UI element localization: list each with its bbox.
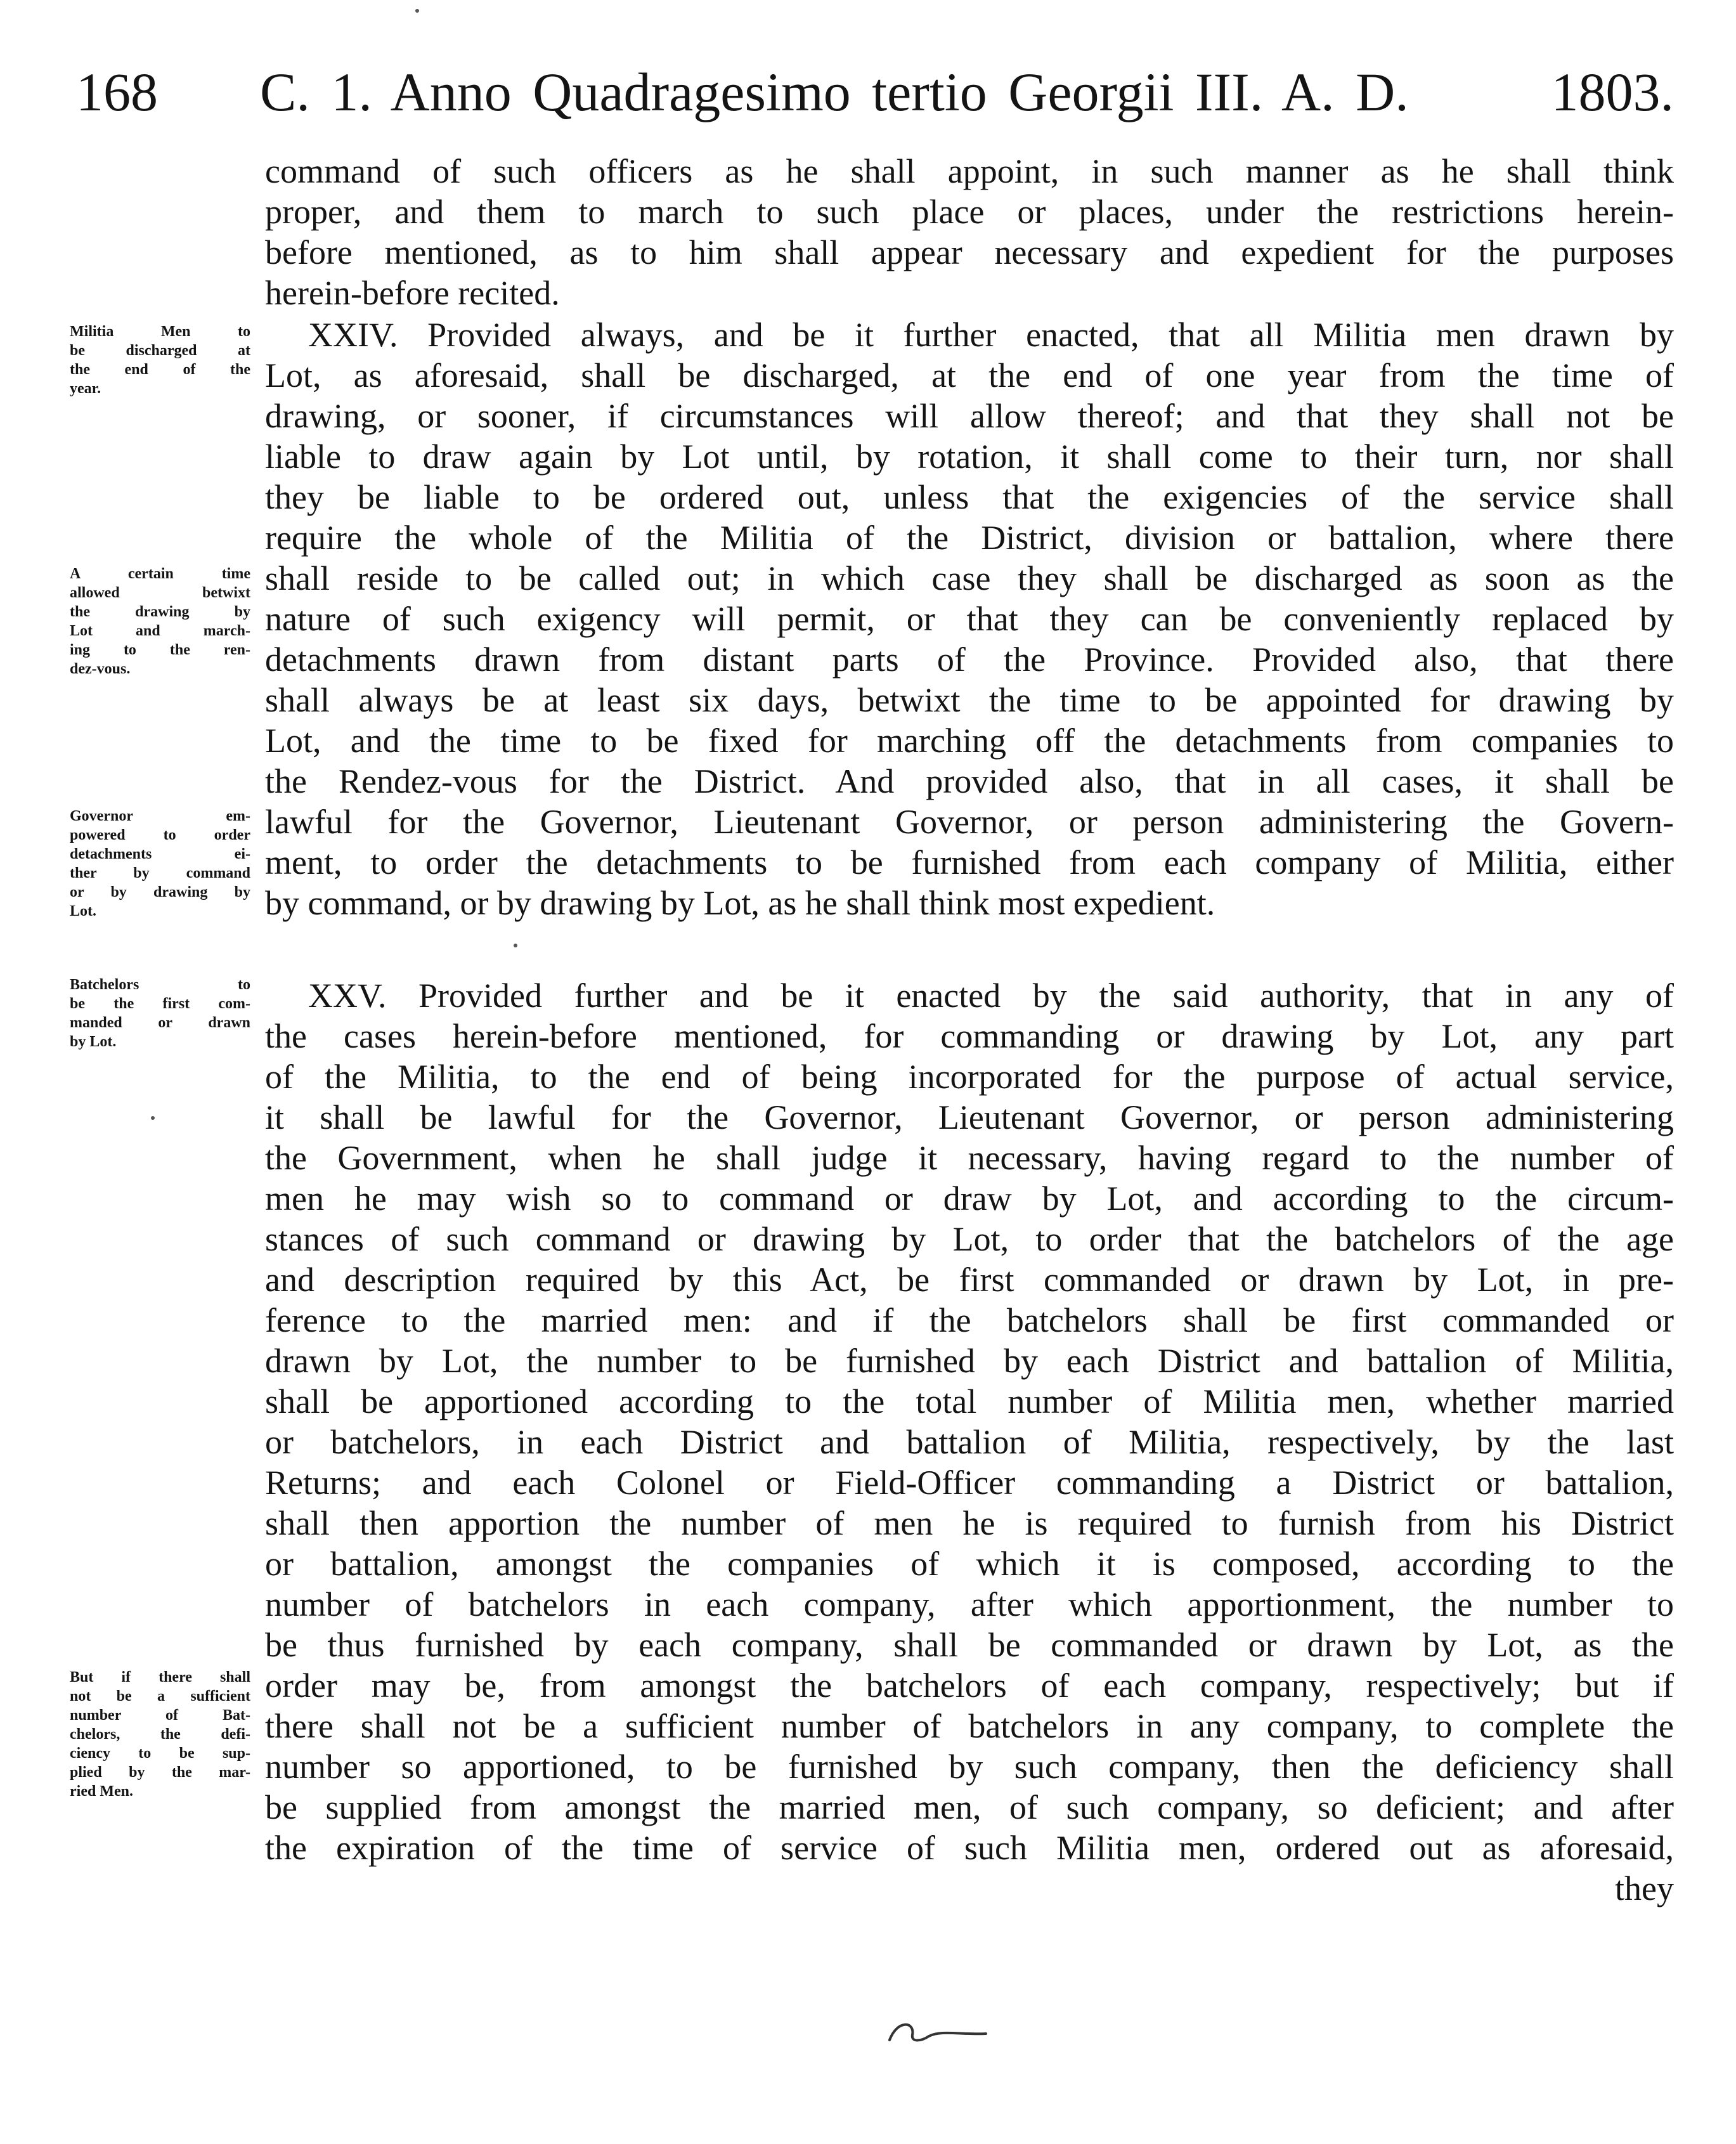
text-line: XXV. Provided further and be it enacted by the said authority, that in any of	[308, 977, 1674, 1015]
running-year: 1803.	[1551, 62, 1674, 122]
note-line: Batchelors to	[70, 977, 250, 993]
text-line: it shall be lawful for the Governor, Lieutenant Governor, or person administering	[265, 1098, 1674, 1136]
text-line: command of such officers as he shall appoint, in such manner as he shall think	[265, 152, 1674, 190]
running-title: C. 1. Anno Quadragesimo tertio Georgii III. A. D.	[260, 62, 1409, 122]
text-line: nature of such exigency will permit, or that they can be conveniently replaced by	[265, 600, 1674, 638]
text-line: shall be apportioned according to the total number of Militia men, whether married	[265, 1382, 1674, 1420]
text-line: order may be, from amongst the batchelors of each company, respectively; but if	[265, 1666, 1674, 1705]
text-line: men he may wish so to command or draw by Lot, and according to the circum-	[265, 1179, 1674, 1218]
note-line: by Lot.	[70, 1034, 117, 1050]
print-speck	[415, 9, 419, 13]
text-line: number so apportioned, to be furnished by such company, then the deficiency shall	[265, 1748, 1674, 1786]
print-speck	[514, 944, 517, 947]
note-line: Lot and march-	[70, 623, 250, 639]
margin-note-militia-discharge	[70, 322, 250, 398]
text-line: shall always be at least six days, betwixt the time to be appointed for drawing by	[265, 681, 1674, 719]
text-line: by command, or by drawing by Lot, as he shall think most expedient.	[265, 884, 1215, 922]
note-line: year.	[70, 380, 101, 397]
text-line: shall then apportion the number of men he is required to furnish from his District	[265, 1504, 1674, 1542]
text-line: the Government, when he shall judge it necessary, having regard to the number of	[265, 1139, 1674, 1177]
note-line: chelors, the defi-	[70, 1726, 250, 1743]
text-line: liable to draw again by Lot until, by rotation, it shall come to their turn, nor shall	[265, 438, 1674, 476]
note-line: number of Bat-	[70, 1707, 250, 1724]
margin-note-batchelors-first	[70, 975, 250, 1051]
text-line: Lot, as aforesaid, shall be discharged, at the end of one year from the time of	[265, 356, 1674, 394]
note-line: plied by the mar-	[70, 1764, 250, 1781]
text-line: number of batchelors in each company, after which apportionment, the number to	[265, 1585, 1674, 1623]
ornament-flourish-icon	[884, 2013, 992, 2051]
text-line: and description required by this Act, be first commanded or drawn by Lot, in pre-	[265, 1261, 1674, 1299]
note-line: the end of the	[70, 361, 250, 378]
page-number: 168	[76, 62, 158, 122]
text-line: drawing, or sooner, if circumstances will allow thereof; and that they shall not be	[265, 397, 1674, 435]
print-speck	[151, 1116, 155, 1120]
text-line: herein-before recited.	[265, 274, 560, 312]
text-line: there shall not be a sufficient number of batchelors in any company, to complete the	[265, 1707, 1674, 1745]
continuation-paragraph	[265, 151, 1674, 313]
note-line: or by drawing by	[70, 884, 250, 900]
catchword: they	[1615, 1869, 1674, 1907]
note-line: not be a sufficient	[70, 1688, 250, 1705]
note-line: detachments ei-	[70, 846, 250, 862]
page-header	[76, 54, 1674, 130]
margin-note-time-allowed	[70, 564, 250, 679]
text-line: be supplied from amongst the married men, of such company, so deficient; and after	[265, 1788, 1674, 1826]
note-line: the drawing by	[70, 604, 250, 620]
note-line: manded or drawn	[70, 1015, 250, 1031]
text-line: the Rendez-vous for the District. And provided also, that in all cases, it shall be	[265, 762, 1674, 800]
text-line: before mentioned, as to him shall appear necessary and expedient for the purposes	[265, 233, 1674, 271]
text-line: be thus furnished by each company, shall be commanded or drawn by Lot, as the	[265, 1626, 1674, 1664]
text-line: drawn by Lot, the number to be furnished by each District and battalion of Militia,	[265, 1342, 1674, 1380]
text-line: require the whole of the Militia of the District, division or battalion, where there	[265, 519, 1674, 557]
text-line: Returns; and each Colonel or Field-Officer commanding a District or battalion,	[265, 1464, 1674, 1502]
note-line: Governor em-	[70, 808, 250, 824]
text-line: or battalion, amongst the companies of which it is composed, according to the	[265, 1545, 1674, 1583]
margin-note-governor-powers	[70, 807, 250, 921]
text-line: they be liable to be ordered out, unless that the exigencies of the service shall	[265, 478, 1674, 516]
text-line: XXIV. Provided always, and be it further enacted, that all Militia men drawn by	[308, 316, 1674, 354]
section-xxiv	[265, 315, 1674, 923]
text-line: or batchelors, in each District and battalion of Militia, respectively, by the last	[265, 1423, 1674, 1461]
text-line: Lot, and the time to be fixed for marching off the detachments from companies to	[265, 722, 1674, 760]
text-line: ment, to order the detachments to be furnished from each company of Militia, either	[265, 843, 1674, 881]
note-line: ther by command	[70, 865, 250, 881]
text-line: ference to the married men: and if the batchelors shall be first commanded or	[265, 1301, 1674, 1339]
text-line: lawful for the Governor, Lieutenant Governor, or person administering the Govern-	[265, 803, 1674, 841]
note-line: ciency to be sup-	[70, 1745, 250, 1762]
text-line: shall reside to be called out; in which case they shall be discharged as soon as the	[265, 559, 1674, 597]
margin-note-married-men	[70, 1668, 250, 1801]
text-line: proper, and them to march to such place or places, under the restrictions herein-	[265, 193, 1674, 231]
note-line: Lot.	[70, 903, 96, 919]
text-line: detachments drawn from distant parts of the Province. Provided also, that there	[265, 640, 1674, 679]
section-xxv	[265, 975, 1674, 1909]
note-line: powered to order	[70, 827, 250, 843]
note-line: be discharged at	[70, 342, 250, 359]
note-line: ing to the ren-	[70, 642, 250, 658]
note-line: allowed betwixt	[70, 585, 250, 601]
text-line: the expiration of the time of service of such Militia men, ordered out as aforesaid,	[265, 1829, 1674, 1867]
note-line: ried Men.	[70, 1783, 133, 1800]
text-line: the cases herein-before mentioned, for commanding or drawing by Lot, any part	[265, 1017, 1674, 1055]
text-line: stances of such command or drawing by Lot, to order that the batchelors of the age	[265, 1220, 1674, 1258]
note-line: A certain time	[70, 566, 250, 582]
note-line: But if there shall	[70, 1669, 250, 1686]
note-line: be the first com-	[70, 996, 250, 1012]
note-line: dez-vous.	[70, 661, 131, 677]
note-line: Militia Men to	[70, 323, 250, 340]
text-line: of the Militia, to the end of being incorporated for the purpose of actual service,	[265, 1058, 1674, 1096]
